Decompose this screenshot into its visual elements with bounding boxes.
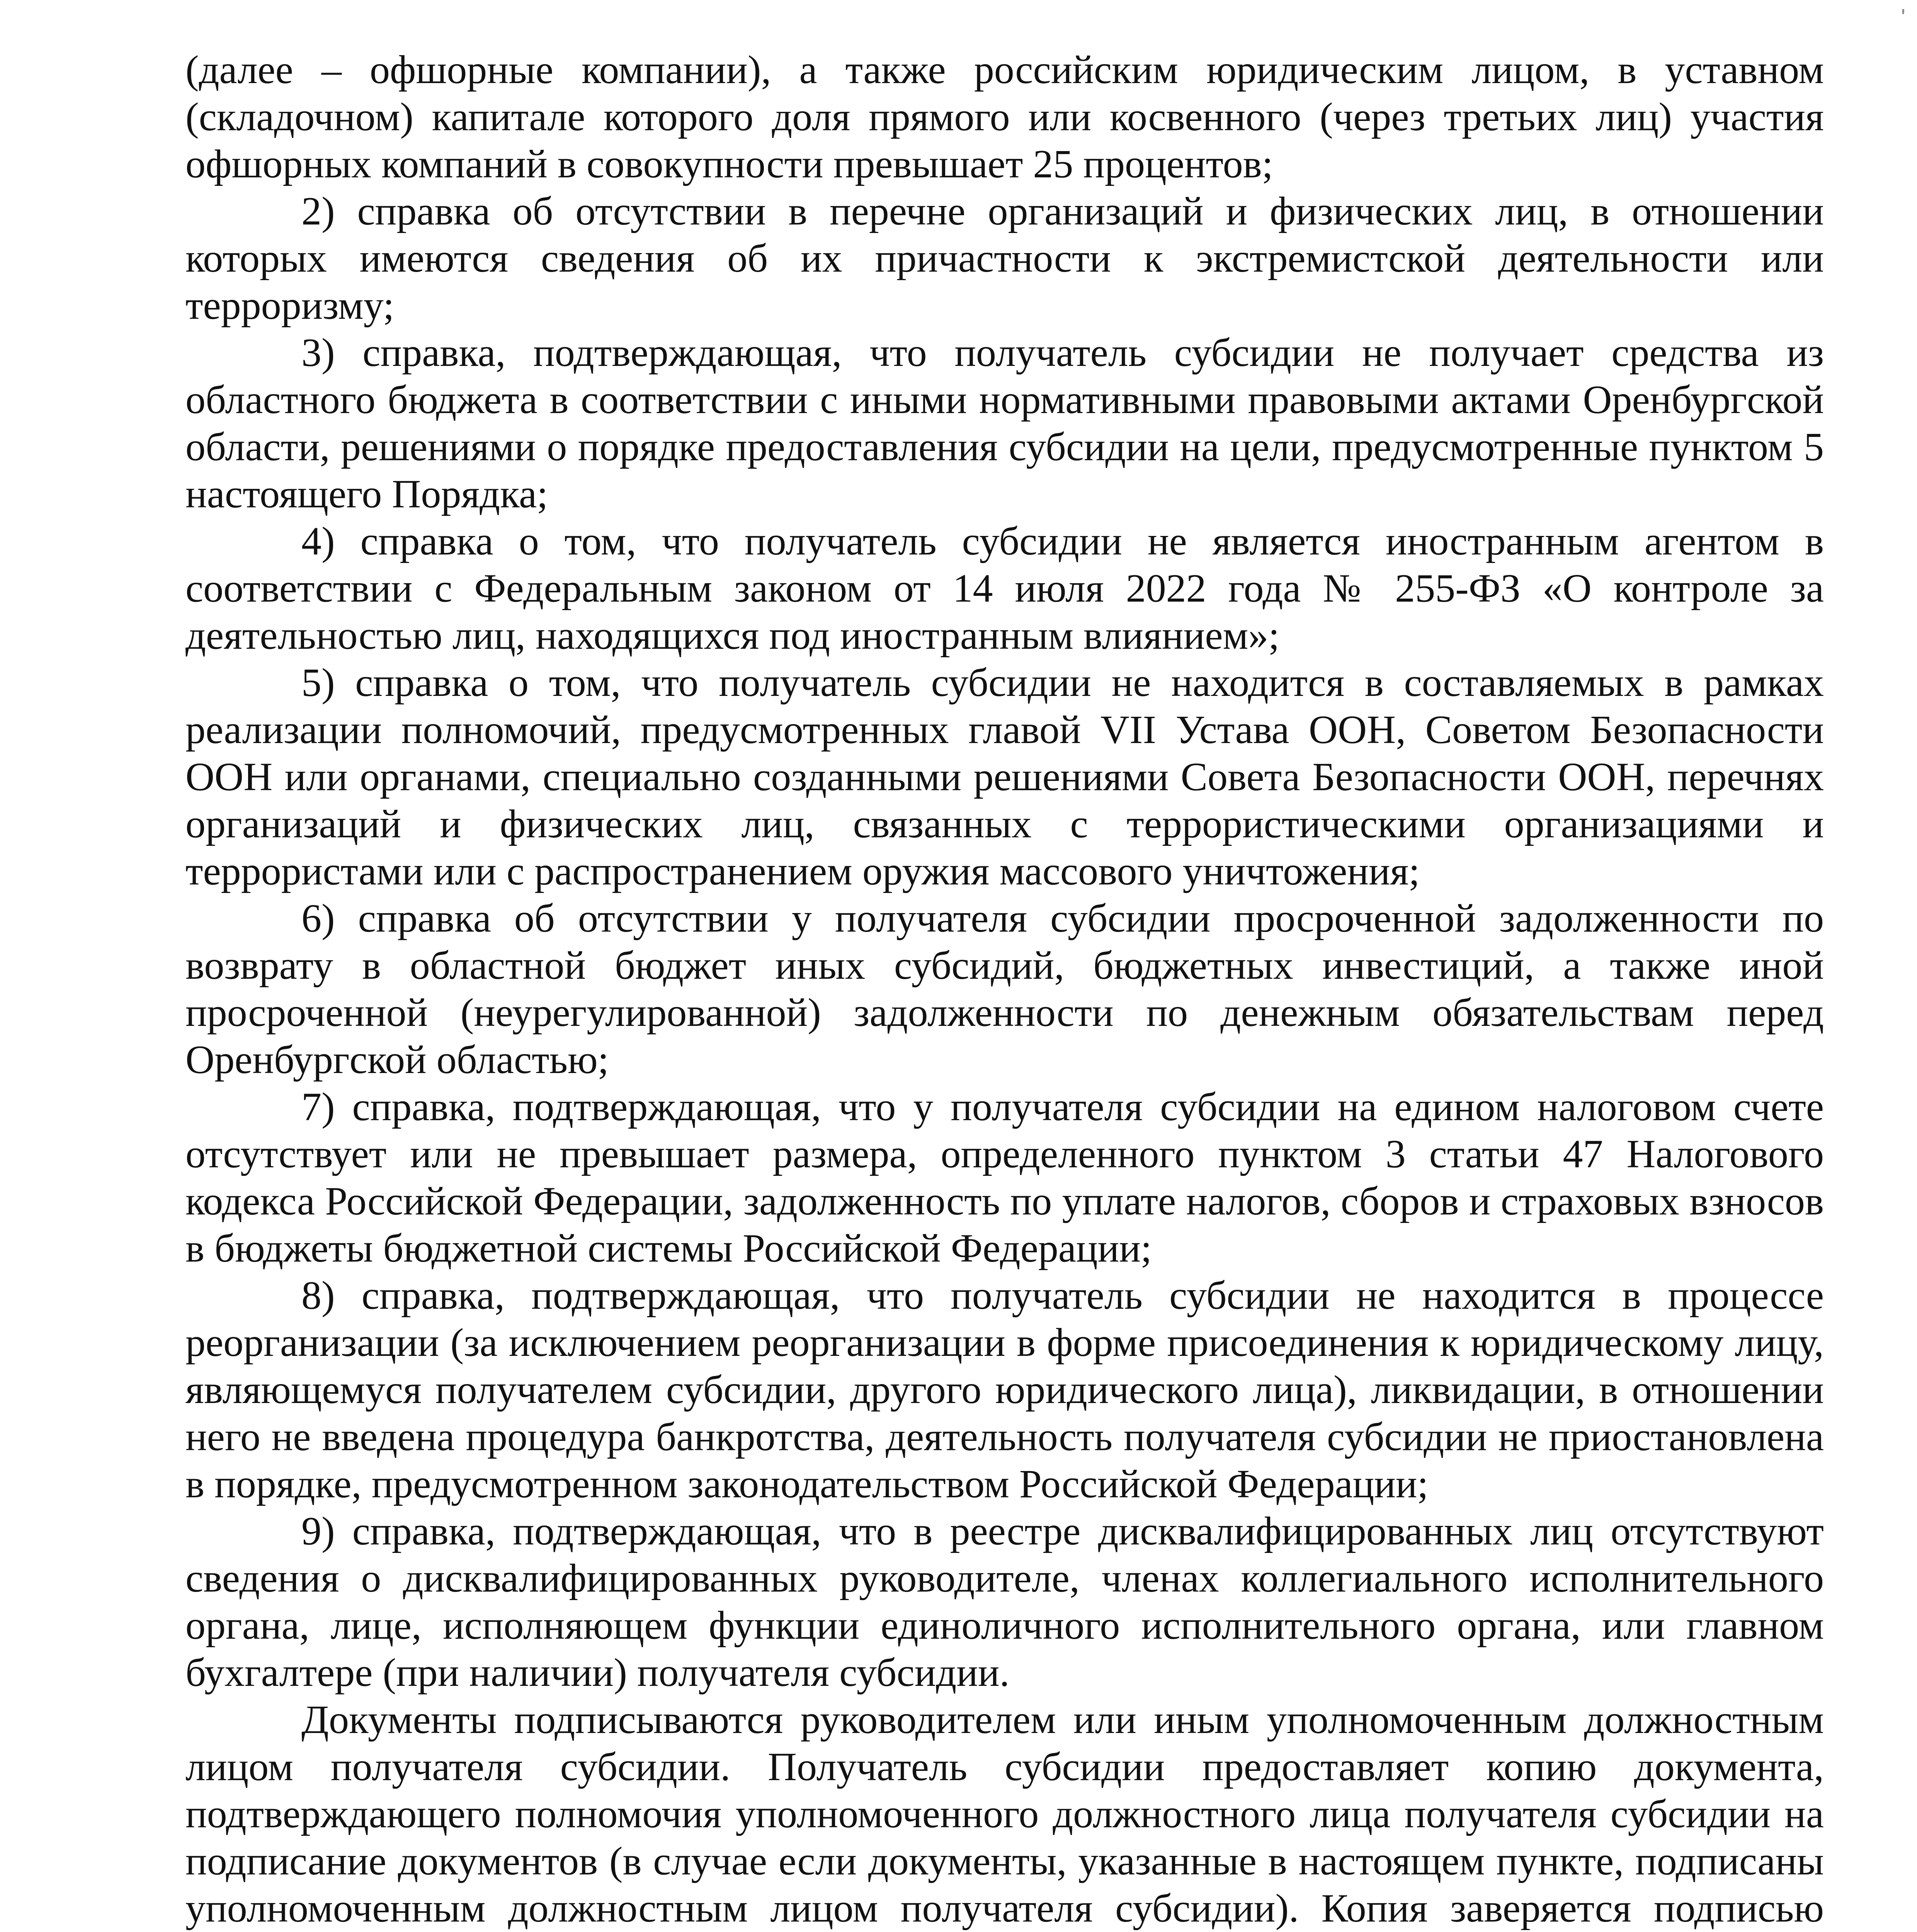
list-item-4: 4) справка о том, что получатель субсидии не является иностранным агентом в соответствии с Федеральным законом от 14 июля 2022 года № 255-ФЗ «О контроле за деятельностью лиц, находящихся под иностранным влиянием»; [185,519,1824,658]
list-item-3: 3) справка, подтверждающая, что получатель субсидии не получает средства из областного бюджета в соответствии с иными нормативными правовыми актами Оренбургской области, решениями о порядке предоставления субсидии на цели, предусмотренные пунктом 5 настоящего Порядка; [185,330,1824,516]
paragraph-continuation: (далее – офшорные компании), а также российским юридическим лицом, в уставном (складочном) капитале которого доля прямого или косвенного (через третьих лиц) участия офшорных компаний в совокупности превышает 25 процентов; [185,48,1824,186]
paragraph-signing: Документы подписываются руководителем или иным уполномоченным должностным лицом получателя субсидии. Получатель субсидии предоставляет копию документа, подтверждающего полномочия уполномоченного должностного лица получателя субсидии на подписание документов (в случае если документы, указанные в настоящем пункте, подписаны уполномоченным должностным лицом получателя субсидии). Копия заверяется подписью [185,1697,1824,1930]
list-item-6: 6) справка об отсутствии у получателя субсидии просроченной задолженности по возврату в областной бюджет иных субсидий, бюджетных инвестиций, а также иной просроченной (неурегулированной) задолженности по денежным обязательствам перед Оренбургской областью; [185,896,1824,1082]
corner-mark: ' [1901,4,1905,30]
list-item-5: 5) справка о том, что получатель субсидии не находится в составляемых в рамках реализации полномочий, предусмотренных главой VII Устава ООН, Советом Безопасности ООН или органами, специально созданными решениями Совета Безопасности ООН, перечнях организаций и физических лиц, связанных с террористическими организациями и террористами или с распространением оружия массового уничтожения; [185,660,1824,893]
list-item-7: 7) справка, подтверждающая, что у получателя субсидии на едином налоговом счете отсутствует или не превышает размера, определенного пунктом 3 статьи 47 Налогового кодекса Российской Федерации, задолженность по уплате налогов, сборов и страховых взносов в бюджеты бюджетной системы Российской Федерации; [185,1085,1824,1270]
list-item-9: 9) справка, подтверждающая, что в реестре дисквалифицированных лиц отсутствуют сведения о дисквалифицированных руководителе, членах коллегиального исполнительного органа, лице, исполняющем функции единоличного исполнительного органа, или главном бухгалтере (при наличии) получателя субсидии. [185,1509,1824,1695]
document-body [185,46,1824,1932]
list-item-2: 2) справка об отсутствии в перечне организаций и физических лиц, в отношении которых имеются сведения об их причастности к экстремистской деятельности или терроризму; [185,189,1824,328]
list-item-8: 8) справка, подтверждающая, что получатель субсидии не находится в процессе реорганизации (за исключением реорганизации в форме присоединения к юридическому лицу, являющемуся получателем субсидии, другого юридического лица), ликвидации, в отношении него не введена процедура банкротства, деятельность получателя субсидии не приостановлена в порядке, предусмотренном законодательством Российской Федерации; [185,1273,1824,1506]
